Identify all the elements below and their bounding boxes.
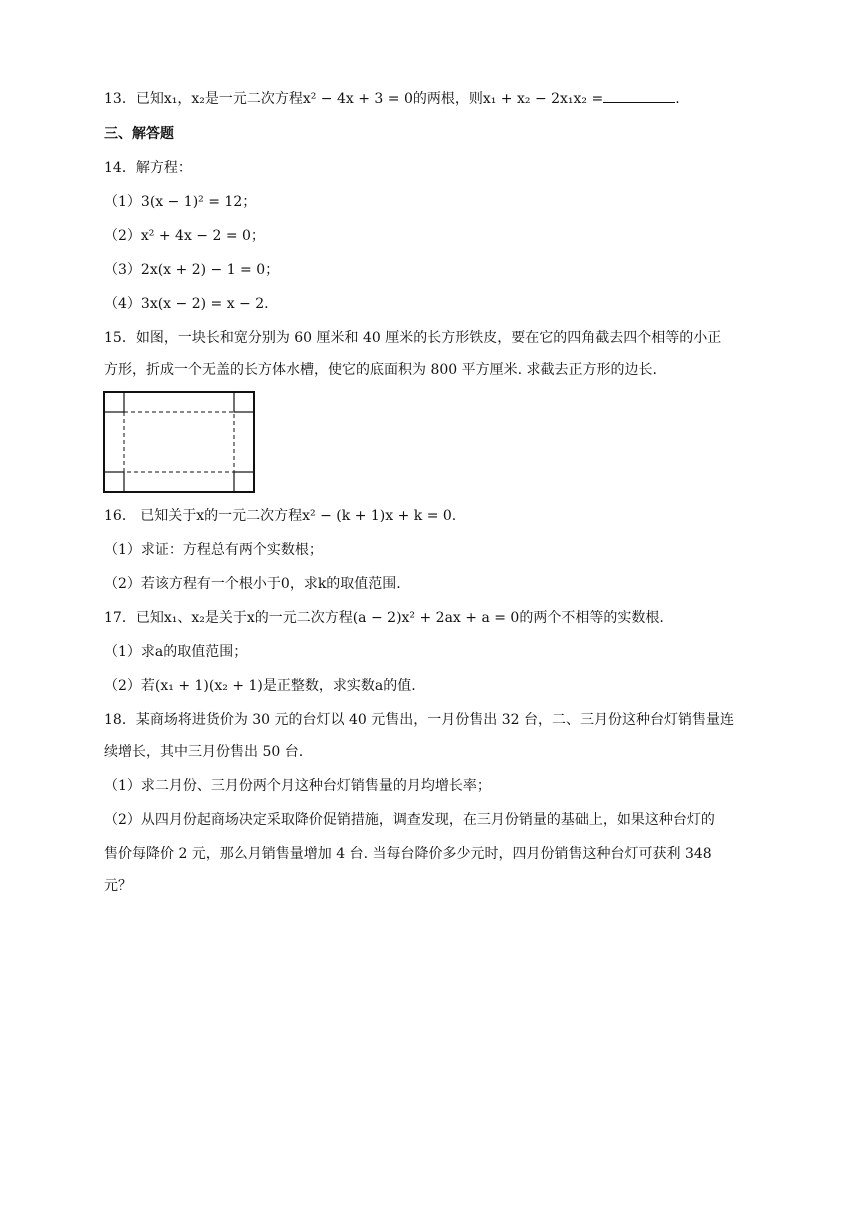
question-18-part-2-line-3: 元？ bbox=[104, 878, 132, 894]
question-15-line-2: 方形，折成一个无盖的长方体水槽，使它的底面积为 800 平方厘米. 求截去正方形的边长. bbox=[104, 362, 657, 378]
question-18-part-1: （1）求二月份、三月份两个月这种台灯销售量的月均增长率； bbox=[104, 778, 491, 794]
corner-square-bottom-left bbox=[104, 472, 124, 492]
question-16-part-1: （1）求证：方程总有两个实数根； bbox=[104, 542, 323, 558]
question-17-part-1: （1）求a的取值范围； bbox=[104, 644, 248, 660]
rectangle-figure bbox=[102, 390, 256, 496]
question-14-part-2: （2）x² + 4x − 2 = 0； bbox=[104, 228, 265, 244]
corner-square-top-left bbox=[104, 392, 124, 412]
question-16-stem: 16． 已知关于x的一元二次方程x² − (k + 1)x + k = 0. bbox=[104, 508, 457, 524]
question-16-part-2: （2）若该方程有一个根小于0，求k的取值范围. bbox=[104, 576, 401, 592]
question-18-line-2: 续增长，其中三月份售出 50 台. bbox=[104, 744, 304, 760]
corner-square-bottom-right bbox=[234, 472, 254, 492]
question-18-part-2-line-1: （2）从四月份起商场决定采取降价促销措施，调查发现，在三月份销量的基础上，如果这种台灯的 bbox=[104, 812, 715, 828]
question-18-part-2-line-2: 售价每降价 2 元，那么月销售量增加 4 台. 当每台降价多少元时，四月份销售这种台灯可获利 348 bbox=[104, 846, 712, 862]
question-13-end: . bbox=[675, 91, 680, 107]
question-17-stem: 17．已知x₁、x₂是关于x的一元二次方程(a − 2)x² + 2ax + a = 0的两个不相等的实数根. bbox=[104, 610, 664, 626]
question-14-part-1: （1）3(x − 1)² = 12； bbox=[104, 194, 257, 210]
section-title: 三、解答题 bbox=[104, 126, 174, 142]
question-14-stem: 14．解方程： bbox=[104, 160, 192, 176]
outer-rectangle bbox=[104, 392, 254, 492]
fold-line-rectangle bbox=[124, 412, 234, 472]
corner-square-top-right bbox=[234, 392, 254, 412]
question-14-part-4: （4）3x(x − 2) = x − 2. bbox=[104, 296, 269, 312]
question-15-line-1: 15．如图，一块长和宽分别为 60 厘米和 40 厘米的长方形铁皮，要在它的四角截去四个相等的小正 bbox=[104, 330, 722, 346]
question-13-text: 13．已知x₁，x₂是一元二次方程x² − 4x + 3 = 0的两根，则x₁ + x₂ − 2x₁x₂ = bbox=[104, 91, 604, 107]
question-17-part-2: （2）若(x₁ + 1)(x₂ + 1)是正整数，求实数a的值. bbox=[104, 678, 416, 694]
answer-blank[interactable] bbox=[603, 88, 675, 103]
question-14-part-3: （3）2x(x + 2) − 1 = 0； bbox=[104, 262, 280, 278]
question-13 bbox=[104, 88, 680, 109]
question-18-line-1: 18．某商场将进货价为 30 元的台灯以 40 元售出，一月份售出 32 台，二、三月份这种台灯销售量连 bbox=[104, 712, 734, 728]
